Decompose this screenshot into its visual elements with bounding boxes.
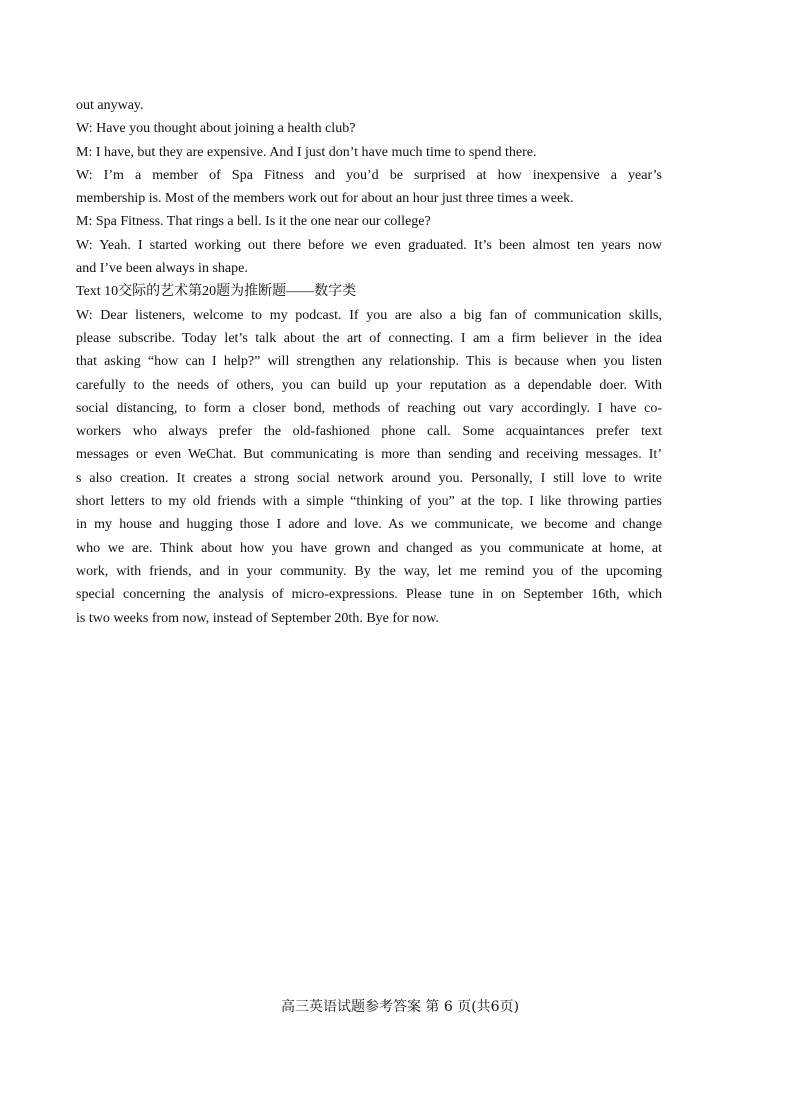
transcript-line: membership is. Most of the members work out for about an hour just three times a week. (76, 191, 574, 207)
transcript-line: please subscribe. Today let’s talk about the art of connecting. I am a firm believer in the idea (76, 330, 662, 346)
transcript-line: out anyway. (76, 98, 144, 113)
transcript-body (76, 94, 662, 630)
transcript-line: workers who always prefer the old-fashioned phone call. Some acquaintances prefer text (76, 424, 662, 440)
transcript-line: W: Yeah. I started working out there before we even graduated. It’s been almost ten years now (76, 237, 662, 253)
transcript-line: s also creation. It creates a strong social network around you. Personally, I still love to write (76, 470, 662, 486)
transcript-line: messages or even WeChat. But communicating is more than sending and receiving messages. It’ (76, 447, 662, 463)
transcript-line: short letters to my old friends with a simple “thinking of you” at the top. I like throwing parties (76, 494, 662, 510)
transcript-line: M: Spa Fitness. That rings a bell. Is it the one near our college? (76, 214, 431, 230)
section-heading: Text 10交际的艺术第20题为推断题——数字类 (76, 284, 357, 300)
transcript-line: that asking “how can I help?” will strengthen any relationship. This is because when you listen (76, 354, 662, 370)
transcript-line: in my house and hugging those I adore and love. As we communicate, we become and change (76, 517, 662, 533)
transcript-line: is two weeks from now, instead of September 20th. Bye for now. (76, 610, 439, 626)
transcript-line: work, with friends, and in your community. By the way, let me remind you of the upcoming (76, 563, 662, 579)
transcript-line: W: Have you thought about joining a health club? (76, 121, 356, 137)
transcript-line: social distancing, to form a closer bond, methods of reaching out vary accordingly. I have co- (76, 400, 662, 416)
transcript-line: who we are. Think about how you have grown and changed as you communicate at home, at (76, 540, 662, 556)
transcript-line: and I’ve been always in shape. (76, 261, 248, 277)
transcript-line: M: I have, but they are expensive. And I just don’t have much time to spend there. (76, 144, 537, 160)
transcript-line: W: Dear listeners, welcome to my podcast. If you are also a big fan of communication skills, (76, 307, 662, 323)
transcript-line: special concerning the analysis of micro-expressions. Please tune in on September 16th, which (76, 587, 662, 603)
transcript-line: carefully to the needs of others, you can build up your reputation as a dependable doer. With (76, 377, 662, 393)
transcript-line: W: I’m a member of Spa Fitness and you’d be surprised at how inexpensive a year’s (76, 167, 662, 183)
page-footer: 高三英语试题参考答案 第 6 页(共6页) (280, 999, 520, 1015)
